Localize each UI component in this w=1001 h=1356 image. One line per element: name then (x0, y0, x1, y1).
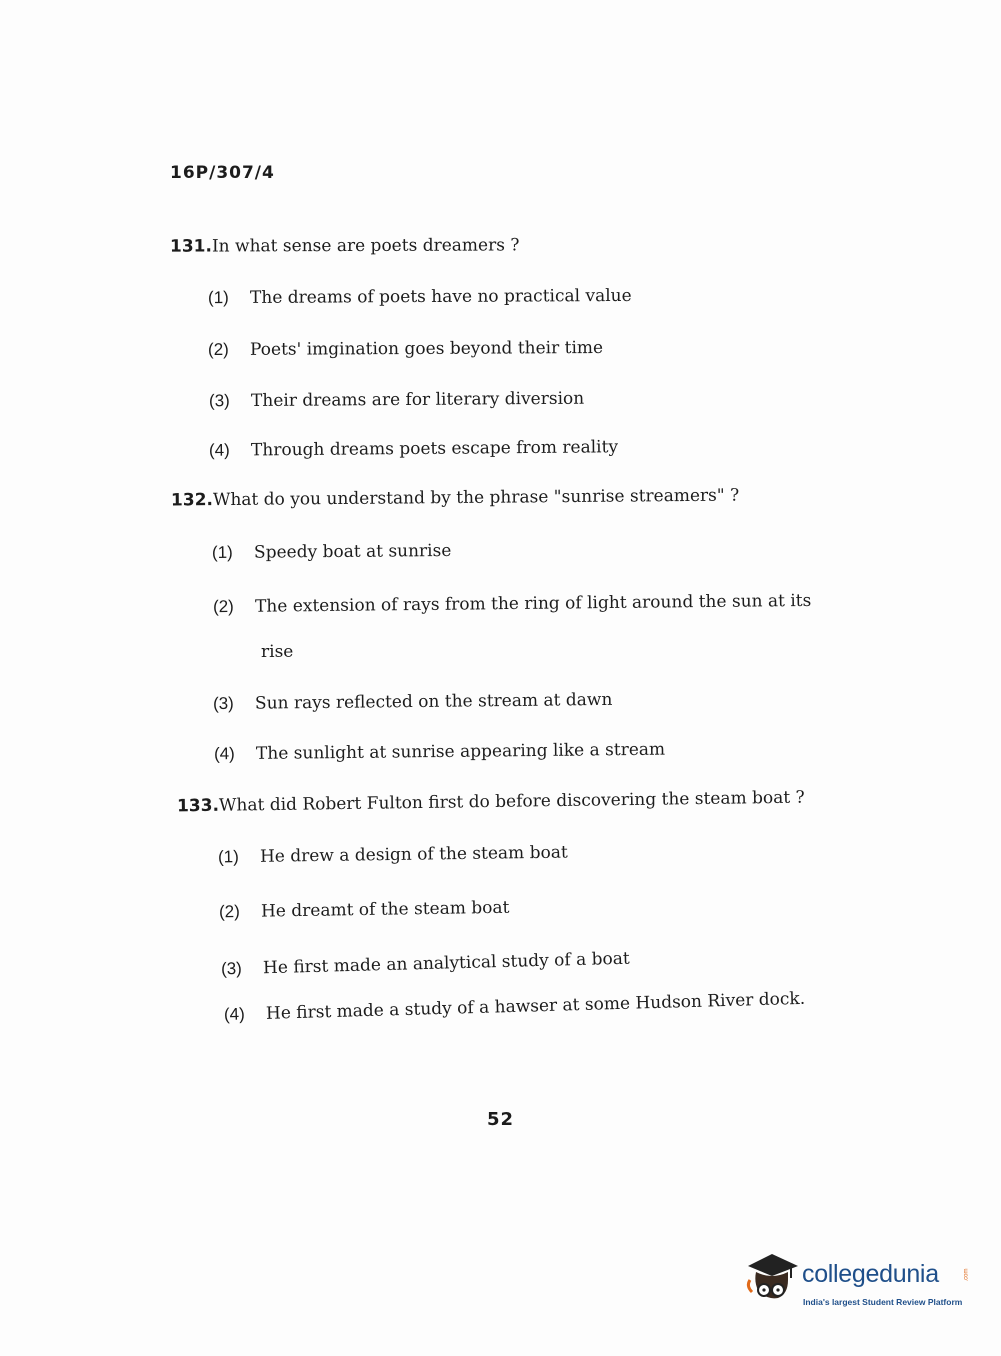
option-number: (1) (207, 288, 229, 308)
question-133 (177, 788, 805, 817)
option-text: Poets' imgination goes beyond their time (249, 337, 604, 360)
option-number: (4) (208, 440, 230, 460)
option-text: Their dreams are for literary diversion (250, 388, 585, 412)
collegedunia-logo (744, 1250, 974, 1310)
question-text: What do you understand by the phrase "sunrise streamers" ? (212, 485, 740, 511)
option-132-2-continuation: rise (261, 642, 294, 662)
logo-name: collegedunia (802, 1260, 939, 1288)
option-text: The extension of rays from the ring of light around the sun at its (254, 590, 812, 617)
option-text: Speedy boat at sunrise (253, 540, 452, 563)
paper-code: 16P/307/4 (170, 163, 275, 183)
option-text: He drew a design of the steam boat (259, 842, 568, 867)
option-133-4 (224, 989, 806, 1025)
question-132 (171, 486, 739, 511)
option-number: (3) (212, 693, 234, 714)
option-131-2 (208, 338, 603, 360)
logo-tagline: India's largest Student Review Platform (803, 1297, 963, 1307)
option-number: (4) (213, 744, 235, 764)
option-number: (2) (212, 596, 234, 617)
option-text: He first made a study of a hawser at some Hudson River dock. (265, 988, 806, 1024)
option-131-1 (208, 286, 632, 308)
option-133-2 (219, 898, 510, 923)
option-133-3 (221, 949, 630, 980)
mascot-icon (744, 1250, 800, 1306)
option-text: Sun rays reflected on the stream at dawn (254, 689, 613, 714)
question-text: What did Robert Fulton first do before discovering the steam boat ? (218, 787, 805, 816)
option-133-1 (218, 843, 568, 868)
option-text: He first made an analytical study of a boat (262, 948, 630, 979)
option-number: (4) (223, 1004, 246, 1024)
question-number: 133. (176, 795, 220, 817)
option-number: (2) (218, 901, 240, 922)
logo-suffix: .com (963, 1268, 970, 1282)
option-number: (3) (208, 391, 230, 411)
option-number: (3) (220, 958, 243, 979)
option-number: (1) (217, 847, 239, 867)
question-number: 131. (169, 236, 212, 257)
question-131 (170, 235, 520, 256)
page-number: 52 (487, 1109, 515, 1130)
option-text: He dreamt of the steam boat (260, 897, 510, 922)
option-132-4 (214, 740, 665, 765)
option-text: The dreams of poets have no practical value (249, 285, 632, 308)
option-132-3 (213, 690, 613, 714)
option-text: Through dreams poets escape from reality (250, 437, 619, 461)
option-text: The sunlight at sunrise appearing like a stream (255, 739, 666, 764)
option-132-2 (213, 591, 812, 617)
question-number: 132. (170, 490, 214, 511)
option-132-1 (212, 541, 452, 563)
option-131-3 (209, 389, 584, 412)
option-number: (2) (207, 339, 229, 360)
option-131-4 (209, 437, 618, 461)
option-number: (1) (211, 542, 233, 563)
question-text: In what sense are poets dreamers ? (211, 235, 520, 257)
